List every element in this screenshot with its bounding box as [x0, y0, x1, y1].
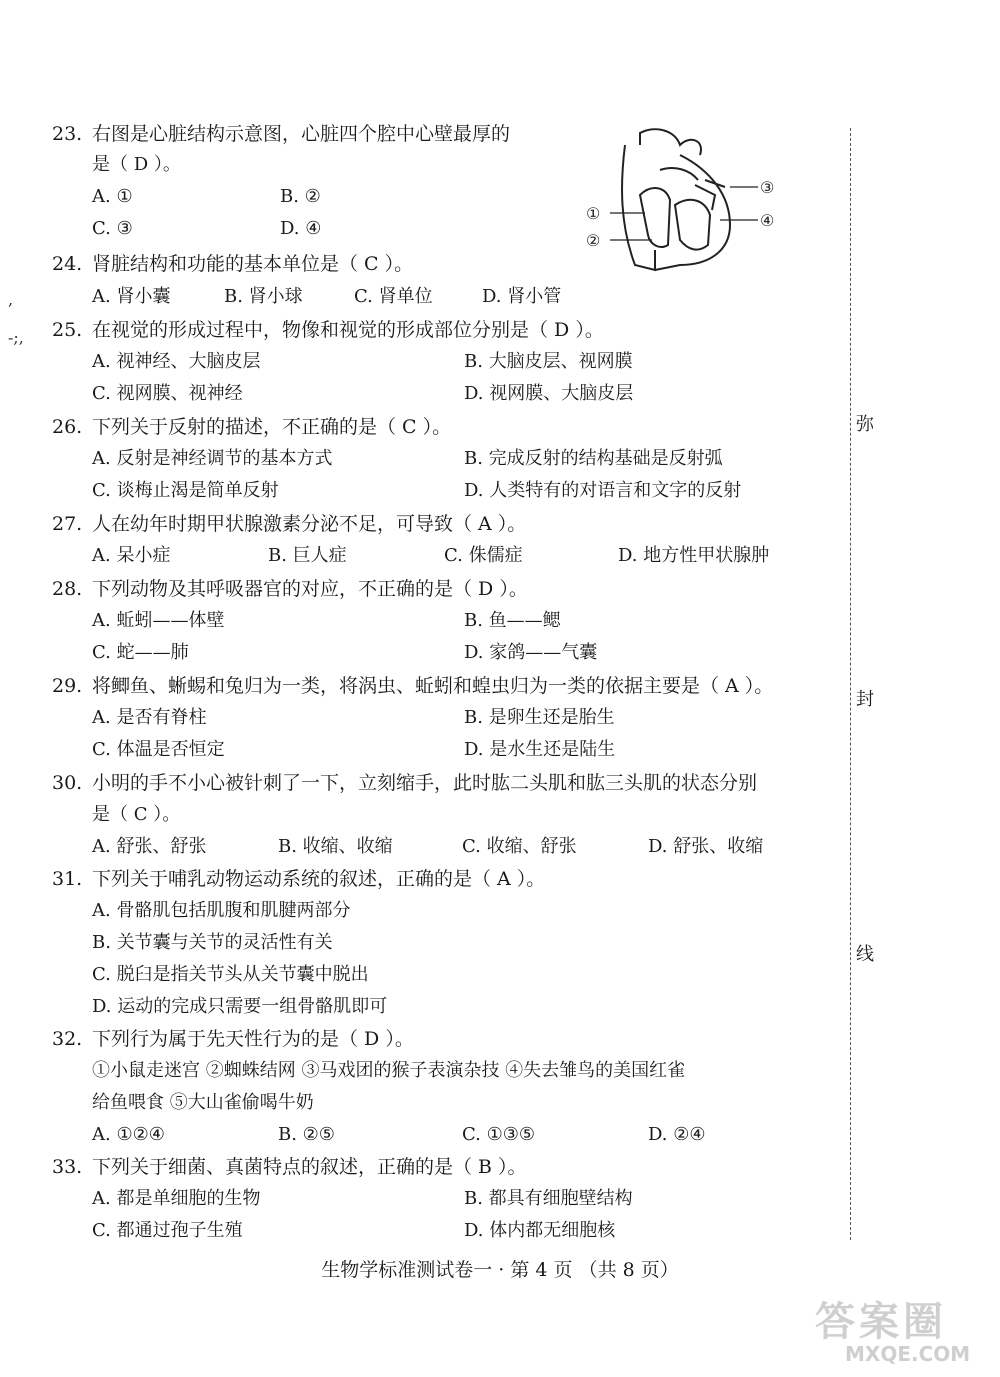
question-32-items-1: ①小鼠走迷宫 ②蜘蛛结网 ③马戏团的猴子表演杂技 ④失去雏鸟的美国红雀 — [92, 1060, 686, 1081]
question-31-option-c: C. 脱臼是指关节头从关节囊中脱出 — [92, 964, 369, 985]
binding-char-xian: 线 — [856, 944, 874, 965]
question-25: 25. 在视觉的形成过程中，物像和视觉的形成部位分别是（ D ）。 — [52, 319, 604, 341]
margin-marks: , -;, — [8, 290, 24, 347]
binding-dashed-line — [850, 128, 851, 1240]
question-31-option-a: A. 骨骼肌包括肌腹和肌腱两部分 — [92, 900, 351, 921]
exam-page: , -;, 23. 右图是心脏结构示意图，心脏四个腔中心壁最厚的 是（ D ）。 A. ① B. ② C. ③ D. ④ ① ② ③ ④ 24. 肾脏结构和功能的基本单位是（ C ）。 A. 肾小囊 B. 肾小球 C. 肾单位 D. 肾小管 25. 在视觉的形成过程中，物像和视觉的形成部位分别是（ D ）。 A. 视神经、大脑皮层 B. 大脑皮层、视网膜 C. 视网膜、视神经 D. 视网膜、大脑皮层 26. 下列关于反射的描述，不正确的是（ C ）。 A. 反射是神经调节的基本方式 B. 完成反射的结构基础是反射弧 C. 谈梅止渴是简单反射 D. 人类特有的对语言和文字的反射 27. 人在幼年时期甲状腺激素分泌不足，可导致（ A ）。 A. 呆小症 B. 巨人症 C. 侏儒症 D. 地方性甲状腺肿 28. 下列动物及其呼吸器官的对应，不正确的是（ D ）。 A. 蚯蚓——体壁 B. 鱼——鳃 C. 蛇——肺 D. 家鸽——气囊 29. 将鲫鱼、蜥蜴和兔归为一类，将涡虫、蚯蚓和蝗虫归为一类的依据主要是（ A ）。 A. 是否有脊柱 B. 是卵生还是胎生 C. 体温是否恒定 D. 是水生还是陆生 30. 小明的手不小心被针刺了一下，立刻缩手，此时肱二头肌和肱三头肌的状态分别 是（ C ）。 A. 舒张、舒张 B. 收缩、收缩 C. 收缩、舒张 D. 舒张、收缩 31. 下列关于哺乳动物运动系统的叙述，正确的是（ A ）。 A. 骨骼肌包括肌腹和肌腱两部分 B. 关节囊与关节的灵活性有关 C. 脱臼是指关节头从关节囊中脱出 D. 运动的完成只需要一组骨骼肌即可 32. 下列行为属于先天性行为的是（ D ）。 ①小鼠走迷宫 ②蜘蛛结网 ③马戏团的猴子表演杂技 ④失去雏鸟的美国红雀 给鱼喂食 ⑤大山雀偷喝牛奶 A. ①②④ B. ②⑤ C. ①③⑤ D. ②④ 33. 下列关于细菌、真菌特点的叙述，正确的是（ B ）。 A. 都是单细胞的生物 B. 都具有细胞壁结构 C. 都通过孢子生殖 D. 体内都无细胞核 弥 封 线 生物学标准测试卷一 · 第 4 页 （共 8 页） 答案圈 MXQE.COM — [0, 0, 1000, 1377]
heart-label-4: ④ — [760, 211, 775, 230]
page-footer: 生物学标准测试卷一 · 第 4 页 （共 8 页） — [321, 1259, 679, 1281]
heart-label-3: ③ — [760, 178, 775, 197]
question-28: 28. 下列动物及其呼吸器官的对应，不正确的是（ D ）。 — [52, 578, 528, 600]
question-33: 33. 下列关于细菌、真菌特点的叙述，正确的是（ B ）。 — [52, 1156, 527, 1178]
heart-label-1: ① — [586, 204, 601, 223]
question-31-option-d: D. 运动的完成只需要一组骨骼肌即可 — [92, 996, 388, 1017]
question-32-items-2: 给鱼喂食 ⑤大山雀偷喝牛奶 — [92, 1092, 314, 1113]
question-24: 24. 肾脏结构和功能的基本单位是（ C ）。 — [52, 253, 414, 275]
question-23-stem-cont: 是（ D ）。 — [92, 154, 181, 175]
watermark-url: MXQE.COM — [845, 1342, 971, 1366]
question-31-option-b: B. 关节囊与关节的灵活性有关 — [92, 932, 333, 953]
heart-label-2: ② — [586, 231, 601, 250]
question-23: 23. 右图是心脏结构示意图，心脏四个腔中心壁最厚的 — [52, 123, 511, 145]
question-29: 29. 将鲫鱼、蜥蜴和兔归为一类，将涡虫、蚯蚓和蝗虫归为一类的依据主要是（ A ）。 — [52, 675, 774, 697]
pulmonary-artery — [660, 168, 698, 180]
binding-char-feng: 封 — [856, 689, 874, 710]
question-26: 26. 下列关于反射的描述，不正确的是（ C ）。 — [52, 416, 452, 438]
question-30-stem-cont: 是（ C ）。 — [92, 804, 181, 825]
question-31: 31. 下列关于哺乳动物运动系统的叙述，正确的是（ A ）。 — [52, 868, 546, 890]
question-27: 27. 人在幼年时期甲状腺激素分泌不足，可导致（ A ）。 — [52, 513, 527, 535]
right-atrium-ventricle — [640, 188, 670, 247]
question-30: 30. 小明的手不小心被针刺了一下，立刻缩手，此时肱二头肌和肱三头肌的状态分别 — [52, 772, 758, 794]
binding-char-mi: 弥 — [856, 414, 874, 435]
watermark-logo: 答案圈 — [815, 1299, 947, 1345]
heart-aorta — [640, 129, 701, 155]
question-32: 32. 下列行为属于先天性行为的是（ D ）。 — [52, 1028, 414, 1050]
left-ventricle — [675, 200, 710, 250]
